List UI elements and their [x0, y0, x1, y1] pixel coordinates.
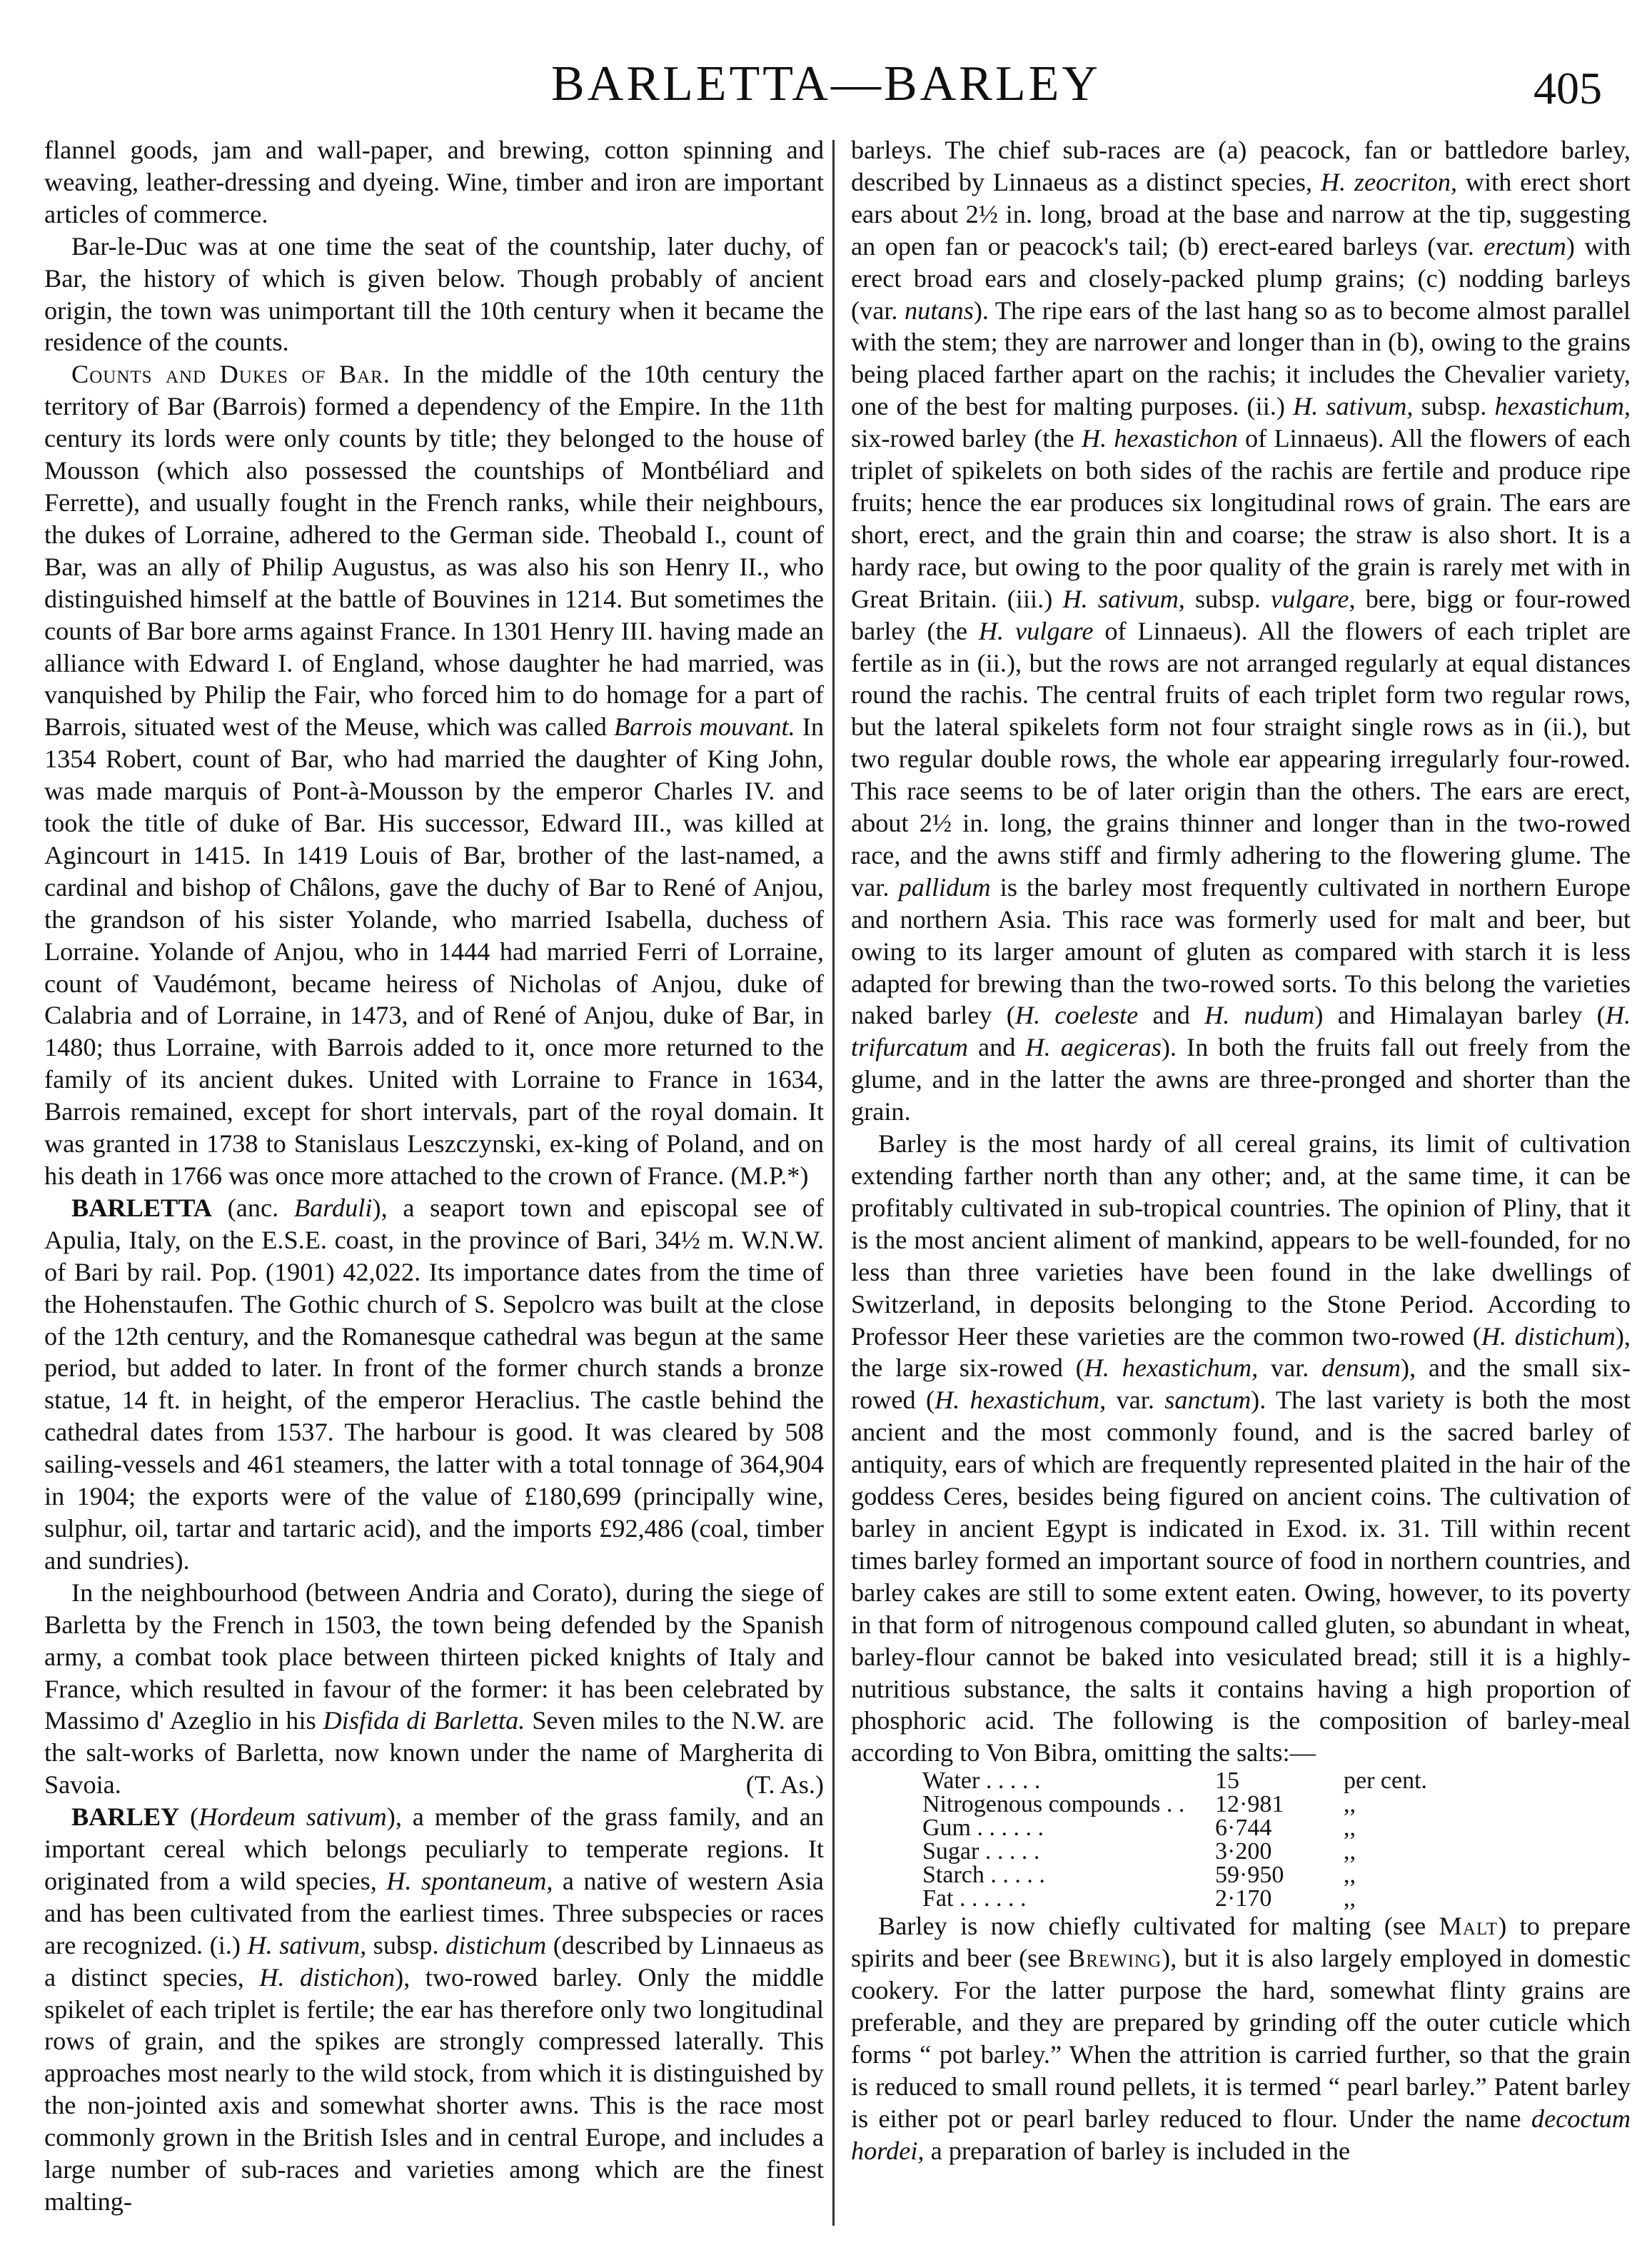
table-cell: Nitrogenous compounds . .	[922, 1791, 1185, 1818]
paragraph-text: In the neighbourhood (between Andria and Corato), during the siege of Barletta by the French in 1503, the town being defended by the Spanish army, a combat took place between thirteen picked knights of Italy and France, which resulted in favour of the former: it has been celebrated by Massimo d' Azeglio in his	[44, 1578, 824, 1735]
italic-text: H. hexastichon	[1081, 424, 1238, 453]
italic-text: erectum	[1484, 231, 1566, 261]
paragraph-text: (anc.	[212, 1193, 294, 1222]
italic-text: H. hexastichum,	[935, 1386, 1107, 1415]
table-cell: 2·170	[1215, 1885, 1272, 1912]
table-row	[922, 1792, 1486, 1816]
table-cell: ,,	[1344, 1862, 1356, 1889]
italic-text: H. distichon	[259, 1962, 396, 1992]
paragraph-barley-races	[851, 134, 1631, 1128]
italic-text: H. sativum,	[1293, 392, 1414, 421]
paragraph-text: with erect short ears about 2½ in. long, broad at the base and narrow at the tip, suggesting an open fan or peacock's tail; (b) erect-eared barleys (var.	[851, 167, 1631, 261]
italic-text: H. coeleste	[1014, 1001, 1139, 1030]
table-cell: Sugar . . . . .	[922, 1838, 1040, 1865]
paragraph-text: is the barley most frequently cultivated in northern Europe and northern Asia. This race was formerly used for malt and beer, but owing to its larger amount of gluten as compared with starch it is less adapted for brewing than the two-rowed sorts. To this belong the varieties naked barley (	[851, 872, 1631, 1030]
cross-reference-malt: Malt	[1439, 1912, 1499, 1941]
paragraph-text: subsp.	[1184, 584, 1271, 613]
paragraph-text: ), a seaport town and episcopal see of Apulia, Italy, on the E.S.E. coast, in the province of Bari, 34½ m. W.N.W. of Bari by rail. Pop. (1901) 42,022. Its importance dates from the time of the Hohenstaufen. The Gothic church of S. Sepolcro was built at the close of the 12th century, and the Romanesque cathedral was begun at the same period, but added to later. In front of the former church stands a bronze statue, 14 ft. in height, of the emperor Heraclius. The castle behind the cathedral dates from 1537. The harbour is good. It was cleared by 508 sailing-vessels and 461 steamers, the latter with a total tonnage of 364,904 in 1904; the exports were of the value of £180,699 (principally wine, sulphur, oil, tartar and tartaric acid), and the imports £92,486 (coal, timber and sundries).	[44, 1193, 824, 1575]
italic-text: H. nudum	[1204, 1001, 1315, 1030]
running-title: BARLETTA—BARLEY	[551, 56, 1101, 111]
italic-text: vulgare,	[1270, 584, 1356, 613]
italic-text: H. distichum	[1481, 1321, 1616, 1351]
paragraph-text: and	[1138, 1001, 1205, 1030]
italic-text: H. spontaneum,	[386, 1866, 553, 1895]
italic-text: sanctum	[1164, 1386, 1251, 1415]
table-cell: Water . . . . .	[922, 1767, 1041, 1795]
paragraph-text: subsp.	[366, 1930, 446, 1959]
author-signature: (T. As.)	[745, 1770, 824, 1800]
table-cell: per cent.	[1344, 1767, 1428, 1795]
italic-text: H. sativum,	[1062, 584, 1185, 613]
italic-text: H. hexastichum,	[1084, 1353, 1259, 1383]
paragraph-text: ), two-rowed barley. Only the middle spikelet of each triplet is fertile; the ear has therefore only two longitudinal rows of grain, and the spikes are strongly compressed laterally. This approaches most nearly to the wild stock, from which it is distinguished by the non-jointed axis and somewhat shorter awns. This is the race most commonly grown in the British Isles and in central Europe, and includes a large number of sub-races and varieties among which are the finest malting-	[44, 1962, 824, 2216]
italic-text: Disfida di Barletta.	[323, 1706, 525, 1735]
paragraph-text: (	[179, 1802, 199, 1832]
italic-text: H. aegiceras	[1025, 1033, 1162, 1062]
paragraph-text: In the middle of the 10th century the territory of Bar (Barrois) formed a dependency of the Empire. In the 11th century its lords were only counts by title; they belonged to the house of Mousson (which also possessed the countships of Montbéliard and Ferrette), and usually fought in the French ranks, while their neighbours, the dukes of Lorraine, adhered to the German side. Theobald I., count of Bar, was an ally of Philip Augustus, as was also his son Henry II., who distinguished himself at the battle of Bouvines in 1214. But sometimes the counts of Bar bore arms against France. In 1301 Henry III. having made an alliance with Edward I. of England, whose daughter he had married, was vanquished by Philip the Fair, who forced him to do homage for a part of Barrois, situated west of the Meuse, which was called	[44, 360, 824, 742]
table-cell: 6·744	[1215, 1815, 1272, 1842]
table-row	[922, 1840, 1486, 1863]
paragraph-text: ). In both the fruits fall out freely from the glume, and in the latter the awns are three-pronged and shorter than the grain.	[851, 1033, 1631, 1126]
table-cell: Starch . . . . .	[922, 1862, 1045, 1889]
italic-text: nutans	[905, 296, 974, 325]
italic-text: Hordeum sativum	[198, 1802, 387, 1832]
entry-barley	[44, 1801, 824, 2218]
section-heading-counts-dukes: Counts and Dukes of Bar.	[71, 360, 391, 389]
table-cell: ,,	[1344, 1791, 1356, 1818]
paragraph-counts-and-dukes	[44, 358, 824, 1192]
table-row	[922, 1887, 1486, 1910]
paragraph-text: and	[968, 1033, 1026, 1062]
italic-text: Barduli	[293, 1193, 373, 1222]
table-cell: 3·200	[1215, 1838, 1272, 1865]
table-cell: Gum . . . . . .	[922, 1815, 1044, 1842]
entry-barletta	[44, 1192, 824, 1577]
paragraph-text: of Linnaeus). All the flowers of each triplet of spikelets on both sides of the rachis are fertile and produce ripe fruits; hence the ear produces six longitudinal rows of grain. The ears are short, erect, and the grain thin and coarse; the straw is also short. It is a hardy race, but owing to the poor quality of the grain is rarely met with in Great Britain. (iii.)	[851, 424, 1631, 613]
italic-text: H. zeocriton,	[1320, 167, 1458, 196]
paragraph-text: ), and the small six-rowed (	[851, 1353, 1631, 1415]
paragraph-barley-history	[851, 1128, 1631, 1769]
italic-text: H. trifurcatum	[851, 1001, 1631, 1062]
paragraph-text: ), a member of the grass family, and an important cereal which belongs peculiarly to temperate regions. It originated from a wild species,	[44, 1802, 825, 1895]
table-cell: ,,	[1344, 1885, 1356, 1912]
table-cell: 59·950	[1215, 1862, 1284, 1889]
entry-heading-barletta: BARLETTA	[71, 1193, 212, 1222]
column-divider	[832, 140, 835, 2226]
cross-reference-brewing: Brewing	[1067, 1944, 1162, 1973]
paragraph-text: Seven miles to the N.W. are the salt-works of Barletta, now known under the name of Margherita di Savoia.	[44, 1706, 824, 1800]
paragraph-text: Barley is the most hardy of all cereal grains, its limit of cultivation extending farther north than any other; and, at the same time, it can be profitably cultivated in sub-tropical countries. The opinion of Pliny, that it is the most ancient aliment of mankind, appears to be well-founded, for no less than three varieties have been found in the lake dwellings of Switzerland, in deposits belonging to the Stone Period. According to Professor Heer these varieties are the common two-rowed (	[851, 1129, 1631, 1351]
italic-text: decoctum hordei,	[851, 2104, 1631, 2165]
italic-text: distichum	[445, 1930, 547, 1959]
table-row	[922, 1816, 1486, 1840]
table-row	[922, 1863, 1486, 1887]
paragraph-text: ), but it is also largely employed in domestic cookery. For the latter purpose the hard, somewhat flinty grains are preferable, and they are prepared by grinding off the outer cuticle which forms “ pot barley.” When the attrition is carried further, so that the grain is reduced to small round pellets, it is termed “ pearl barley.” Patent barley is either pot or pearl barley reduced to flour. Under the name	[851, 1944, 1631, 2133]
composition-table	[922, 1769, 1486, 1910]
paragraph-continuation: flannel goods, jam and wall-paper, and brewing, cotton spinning and weaving, leather-dressing and dyeing. Wine, timber and iron are important articles of commerce.	[44, 136, 824, 228]
table-cell: ,,	[1344, 1815, 1356, 1842]
italic-text: hexastichum,	[1494, 392, 1631, 421]
italic-text: H. sativum,	[247, 1930, 367, 1959]
left-column	[44, 134, 824, 2218]
page-number: 405	[1533, 63, 1602, 113]
paragraph-bar-le-duc: Bar-le-Duc was at one time the seat of the countship, later duchy, of Bar, the history of which is given below. Though probably of ancient origin, the town was unimportant till the 10th century when it became the residence of the counts.	[44, 231, 824, 357]
paragraph-text: six-rowed barley (the	[851, 424, 1082, 453]
italic-text: H. vulgare	[978, 616, 1094, 645]
paragraph-text: Barley is now chiefly cultivated for malting (see	[878, 1912, 1439, 1941]
table-cell: 12·981	[1215, 1791, 1284, 1818]
paragraph-text: barleys. The chief sub-races are (a) peacock, fan or battledore barley, described by Linnaeus as a distinct species,	[851, 136, 1631, 196]
paragraph-text: ) and Himalayan barley (	[1314, 1001, 1606, 1030]
table-cell: 15	[1215, 1767, 1239, 1795]
table-row	[922, 1769, 1486, 1792]
table-cell: ,,	[1344, 1838, 1356, 1865]
paragraph-barletta-siege	[44, 1577, 824, 1801]
paragraph-text: ), the large six-rowed (	[851, 1321, 1631, 1383]
italic-text: pallidum	[898, 872, 991, 902]
paragraph-text: a native of western Asia and has been cultivated from the earliest times. Three subspecies or races are recognized. (i.)	[44, 1866, 824, 1959]
paragraph-text: bere, bigg or four-rowed barley (the	[851, 584, 1631, 645]
paragraph-text: In 1354 Robert, count of Bar, who had married the daughter of King John, was made marquis of Pont-à-Mousson by the emperor Charles IV. and took the title of duke of Bar. His successor, Edward III., was killed at Agincourt in 1415. In 1419 Louis of Bar, brother of the last-named, a cardinal and bishop of Châlons, gave the duchy of Bar to René of Anjou, the grandson of his sister Yolande, who married Isabella, duchess of Lorraine. Yolande of Anjou, who in 1444 had married Ferri of Lorraine, count of Vaudémont, became heiress of Nicholas of Anjou, duke of Calabria and of Lorraine, in 1473, and of René of Anjou, duke of Bar, in 1480; thus Lorraine, with Barrois added to it, once more returned to the family of its ancient dukes. United with Lorraine to France in 1634, Barrois remained, except for short intervals, part of the royal domain. It was granted in 1738 to Stanislaus Leszczynski, ex-king of Poland, and on his death in 1766 was once more attached to the crown of France. (M.P.*)	[44, 712, 825, 1190]
paragraph-text: ). The last variety is both the most ancient and the most commonly found, and is the sacred barley of antiquity, ears of which are frequently represented plaited in the hair of the goddess Ceres, besides being figured on ancient coins. The cultivation of barley in ancient Egypt is indicated in Exod. ix. 31. Till within recent times barley formed an important source of food in northern countries, and barley cakes are still to some extent eaten. Owing, however, to its poverty in that form of nitrogenous compound called gluten, so abundant in wheat, barley-flour cannot be baked into vesiculated bread; still it is a highly-nutritious substance, the salts it contains having a high proportion of phosphoric acid. The following is the composition of barley-meal according to Von Bibra, omitting the salts:—	[851, 1386, 1631, 1767]
paragraph-text: ) to prepare spirits and beer (see	[851, 1912, 1631, 1973]
table-cell: Fat . . . . . .	[922, 1885, 1027, 1912]
paragraph-text: var.	[1106, 1386, 1165, 1415]
italic-text: densum	[1321, 1353, 1401, 1383]
paragraph-text: ) with erect broad ears and closely-packed plump grains; (c) nodding barleys (var.	[851, 231, 1631, 325]
paragraph-text: subsp.	[1413, 392, 1495, 421]
italic-text: Barrois mouvant.	[614, 712, 795, 742]
paragraph-text: ). The ripe ears of the last hang so as to become almost parallel with the stem; they are narrower and longer than in (b), owing to the grains being placed farther apart on the rachis; it includes the Chevalier variety, one of the best for malting purposes. (ii.)	[851, 296, 1631, 421]
paragraph-barley-uses	[851, 1910, 1631, 2166]
paragraph-text: (described by Linnaeus as a distinct species,	[44, 1930, 824, 1992]
paragraph-text: a preparation of barley is included in the	[924, 2136, 1351, 2165]
paragraph-text: var.	[1258, 1353, 1322, 1383]
paragraph-text: of Linnaeus). All the flowers of each triplet are fertile as in (ii.), but the rows are not arranged regularly at equal distances round the rachis. The central fruits of each triplet form two regular rows, but the lateral spikelets form not four straight single rows as in (ii.), but two regular double rows, the whole ear appearing irregularly four-rowed. This race seems to be of later origin than the others. The ears are erect, about 2½ in. long, the grains thinner and longer than in the two-rowed race, and the awns stiff and firmly adhering to the flowering glume. The var.	[851, 616, 1631, 902]
right-column	[851, 134, 1631, 2166]
entry-heading-barley: BARLEY	[71, 1802, 180, 1832]
